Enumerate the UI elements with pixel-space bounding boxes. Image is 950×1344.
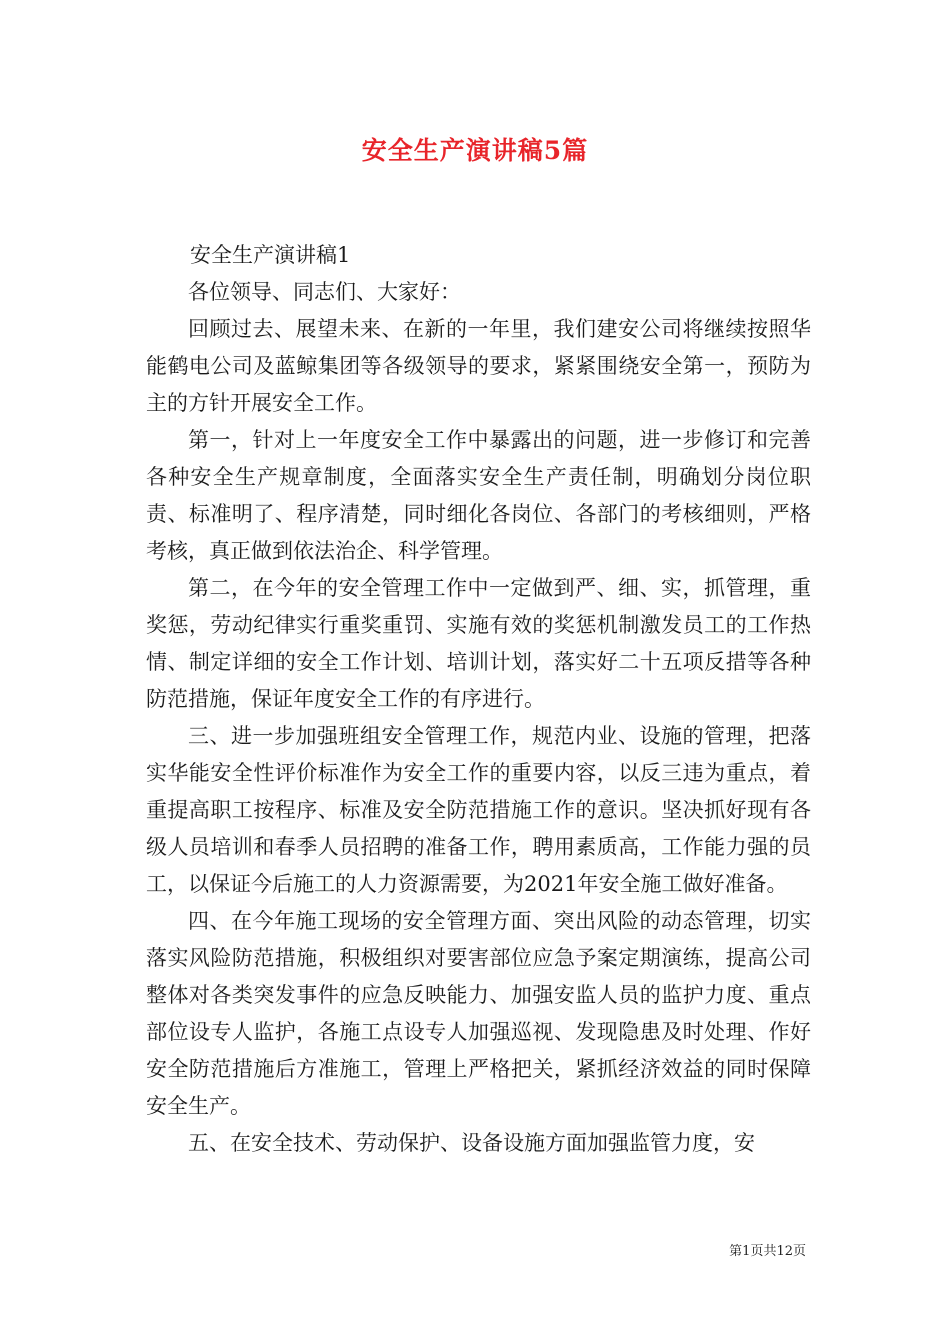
paragraph-point-4: 四、在今年施工现场的安全管理方面、突出风险的动态管理，切实落实风险防范措施，积极组织对要害部位应急予案定期演练，提高公司整体对各类突发事件的应急反映能力、加强安监人员的监护力度、重点部位设专人监护，各施工点设专人加强巡视、发现隐患及时处理、作好安全防范措施后方准施工，管理上严格把关，紧抓经济效益的同时保障安全生产。 — [146, 909, 811, 1118]
document-title: 安全生产演讲稿5篇 — [361, 136, 589, 165]
paragraph-point-3: 三、进一步加强班组安全管理工作，规范内业、设施的管理，把落实华能安全性评价标准作为安全工作的重要内容，以反三违为重点，着重提高职工按程序、标准及安全防范措施工作的意识。坚决抓好现有各级人员培训和春季人员招聘的准备工作，聘用素质高，工作能力强的员工，以保证今后施工的人力资源需要，为2021年安全施工做好准备。 — [146, 724, 811, 896]
section-heading: 安全生产演讲稿1 — [190, 243, 351, 267]
paragraph-intro: 回顾过去、展望未来、在新的一年里，我们建安公司将继续按照华能鹤电公司及蓝鲸集团等各级领导的要求，紧紧围绕安全第一，预防为主的方针开展安全工作。 — [146, 317, 811, 415]
page-footer: 第1页共12页 — [729, 1244, 806, 1259]
paragraph-point-1: 第一，针对上一年度安全工作中暴露出的问题，进一步修订和完善各种安全生产规章制度，全面落实安全生产责任制，明确划分岗位职责、标准明了、程序清楚，同时细化各岗位、各部门的考核细则，严格考核，真正做到依法治企、科学管理。 — [146, 428, 811, 563]
document-body — [146, 237, 811, 1162]
paragraph-point-2: 第二，在今年的安全管理工作中一定做到严、细、实，抓管理，重奖惩，劳动纪律实行重奖重罚、实施有效的奖惩机制激发员工的工作热情、制定详细的安全工作计划、培训计划，落实好二十五项反措等各种防范措施，保证年度安全工作的有序进行。 — [146, 576, 811, 711]
paragraph-greeting: 各位领导、同志们、大家好： — [188, 280, 461, 304]
paragraph-point-5: 五、在安全技术、劳动保护、设备设施方面加强监管力度，安 — [188, 1131, 755, 1155]
